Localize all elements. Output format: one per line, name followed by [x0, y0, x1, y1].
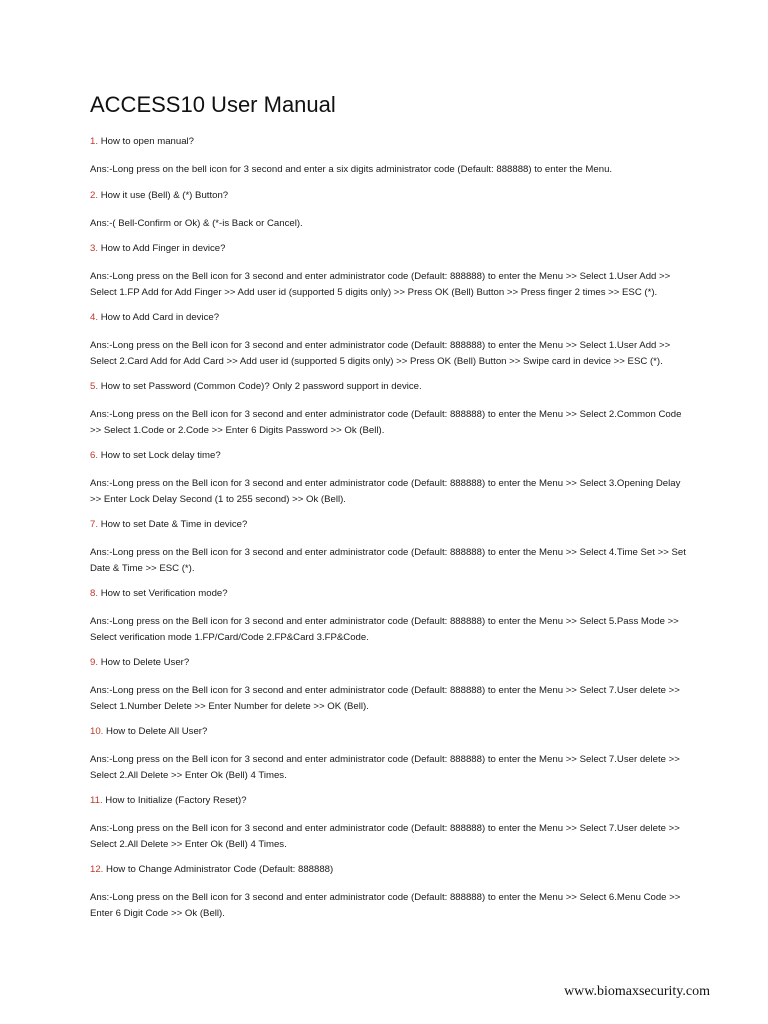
page-title: ACCESS10 User Manual [90, 92, 336, 117]
answer: Ans:-Long press on the Bell icon for 3 second and enter administrator code (Default: 888888) to enter the Menu >> Select 7.User delete >> Select 1.Number Delete >> Enter Number for delete >> OK (Bell). [90, 685, 680, 712]
question-number: 2. [90, 189, 99, 201]
question-number: 8. [90, 588, 99, 599]
question-text: How to Add Card in device? [100, 312, 220, 323]
question-number: 4. [90, 312, 99, 323]
question-number: 12. [90, 864, 104, 875]
question-text: How it use (Bell) & (*) Button? [100, 189, 229, 201]
question [90, 795, 690, 807]
question-text: How to Delete User? [100, 657, 190, 668]
qa-item-8 [90, 588, 690, 645]
question [90, 190, 690, 202]
question-text: How to open manual? [100, 136, 195, 147]
question-number: 1. [90, 136, 99, 147]
qa-item-10 [90, 726, 690, 783]
question [90, 381, 690, 393]
answer: Ans:-Long press on the Bell icon for 3 second and enter administrator code (Default: 888888) to enter the Menu >> Select 6.Menu Code >> Enter 6 Digit Code >> Ok (Bell). [90, 892, 681, 919]
question [90, 519, 690, 531]
qa-item-12 [90, 864, 690, 921]
question-text: How to Initialize (Factory Reset)? [105, 795, 247, 806]
question [90, 136, 690, 148]
question [90, 450, 690, 462]
qa-item-5 [90, 381, 690, 438]
question-number: 11. [90, 795, 103, 806]
question-text: How to set Password (Common Code)? Only 2 password support in device. [100, 381, 422, 392]
question-text: How to set Date & Time in device? [100, 519, 248, 530]
question-number: 10. [90, 726, 104, 737]
qa-item-7 [90, 519, 690, 576]
answer: Ans:-( Bell-Confirm or Ok) & (*-is Back or Cancel). [90, 217, 303, 229]
question [90, 588, 690, 600]
qa-item-4 [90, 312, 690, 369]
question-text: How to Change Administrator Code (Default: 888888) [106, 864, 334, 875]
qa-item-11 [90, 795, 690, 852]
answer: Ans:-Long press on the Bell icon for 3 second and enter administrator code (Default: 888888) to enter the Menu >> Select 7.User delete >> Select 2.All Delete >> Enter Ok (Bell) 4 Times. [90, 754, 680, 781]
question-number: 5. [90, 381, 99, 392]
question-number: 7. [90, 519, 99, 530]
answer: Ans:-Long press on the Bell icon for 3 second and enter administrator code (Default: 888888) to enter the Menu >> Select 7.User delete >> Select 2.All Delete >> Enter Ok (Bell) 4 Times. [90, 823, 680, 850]
question [90, 864, 690, 876]
qa-item-9 [90, 657, 690, 714]
question-text: How to set Verification mode? [100, 588, 228, 599]
question-text: How to Add Finger in device? [100, 243, 226, 254]
qa-item-1 [90, 136, 690, 178]
answer: Ans:-Long press on the Bell icon for 3 second and enter administrator code (Default: 888888) to enter the Menu >> Select 4.Time Set >> Set Date & Time >> ESC (*). [90, 547, 686, 574]
answer: Ans:-Long press on the bell icon for 3 second and enter a six digits administrator code (Default: 888888) to enter the Menu. [90, 164, 613, 175]
footer-website-link[interactable]: www.biomaxsecurity.com [564, 984, 710, 999]
question-number: 6. [90, 450, 99, 461]
question-text: How to set Lock delay time? [100, 450, 221, 461]
question-number: 9. [90, 657, 99, 668]
question-number: 3. [90, 243, 99, 254]
qa-list [90, 136, 690, 933]
qa-item-3 [90, 243, 690, 300]
answer: Ans:-Long press on the Bell icon for 3 second and enter administrator code (Default: 888888) to enter the Menu >> Select 1.User Add >> Select 1.FP Add for Add Finger >> Add user id (supported 5 digits only) >> Press OK (Bell) Button >> Press finger 2 times >> ESC (*). [90, 271, 671, 298]
answer: Ans:-Long press on the Bell icon for 3 second and enter administrator code (Default: 888888) to enter the Menu >> Select 5.Pass Mode >> Select verification mode 1.FP/Card/Code 2.FP&Card 3.FP&Code. [90, 616, 679, 643]
question [90, 657, 690, 669]
question-text: How to Delete All User? [106, 726, 208, 737]
question [90, 726, 690, 738]
answer: Ans:-Long press on the Bell icon for 3 second and enter administrator code (Default: 888888) to enter the Menu >> Select 2.Common Code >> Select 1.Code or 2.Code >> Enter 6 Digits Password >> Ok (Bell). [90, 409, 682, 436]
answer: Ans:-Long press on the Bell icon for 3 second and enter administrator code (Default: 888888) to enter the Menu >> Select 1.User Add >> Select 2.Card Add for Add Card >> Add user id (supported 5 digits only) >> Press OK (Bell) Button >> Swipe card in device >> ESC (*). [90, 340, 671, 367]
qa-item-2 [90, 190, 690, 232]
qa-item-6 [90, 450, 690, 507]
answer: Ans:-Long press on the Bell icon for 3 second and enter administrator code (Default: 888888) to enter the Menu >> Select 3.Opening Delay >> Enter Lock Delay Second (1 to 255 second) >> Ok (Bell). [90, 478, 681, 505]
question [90, 243, 690, 255]
question [90, 312, 690, 324]
